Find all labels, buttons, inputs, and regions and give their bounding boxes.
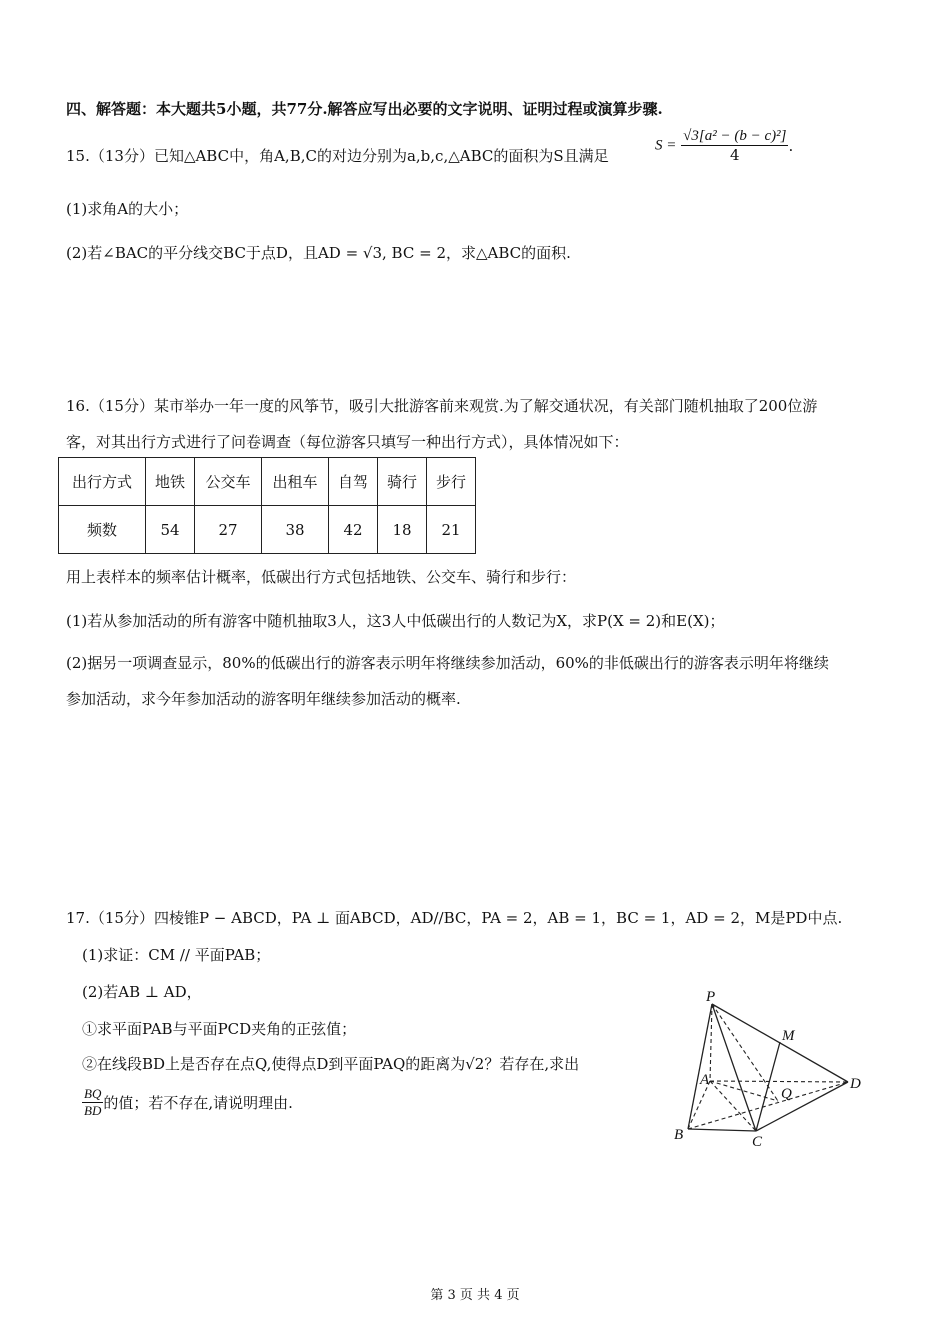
table-cell: 21 <box>427 506 476 554</box>
q15-part1: (1)求角A的大小； <box>66 200 189 218</box>
page-footer: 第 3 页 共 4 页 <box>430 1288 520 1303</box>
table-cell: 出租车 <box>262 458 329 506</box>
table-cell: 自驾 <box>329 458 378 506</box>
q17-part1: (1)求证：CM // 平面PAB； <box>82 946 271 964</box>
segment-PQ <box>712 1004 778 1101</box>
label-P: P <box>706 989 716 1005</box>
q15-stem-prefix: 15.（13分）已知△ABC中，角A,B,C的对边分别为a,b,c,△ABC的面积为S且满足 <box>66 147 609 165</box>
q17-stem: 17.（15分）四棱锥P − ABCD，PA ⊥ 面ABCD，AD//BC，PA = 2，AB = 1，BC = 1，AD = 2，M是PD中点. <box>66 909 843 927</box>
edge-AD <box>710 1081 848 1082</box>
q17-sub1: ①求平面PAB与平面PCD夹角的正弦值； <box>82 1020 357 1038</box>
table-cell: 步行 <box>427 458 476 506</box>
table-row <box>59 506 476 554</box>
q15-formula-lhs: S = <box>655 137 677 154</box>
q15-part2: (2)若∠BAC的平分线交BC于点D，且AD = √3, BC = 2，求△ABC的面积. <box>66 244 571 262</box>
table-cell: 38 <box>262 506 329 554</box>
label-C: C <box>752 1134 763 1148</box>
table-cell: 27 <box>195 506 262 554</box>
q15-formula-denominator: 4 <box>730 146 740 164</box>
q16-note: 用上表样本的频率估计概率，低碳出行方式包括地铁、公交车、骑行和步行： <box>66 568 577 586</box>
q15-formula-numerator: √3[a² − (b − c)²] <box>683 128 787 144</box>
edge-BC <box>688 1129 756 1131</box>
table-cell: 出行方式 <box>59 458 146 506</box>
q17-ratio-denominator: BD <box>84 1103 102 1118</box>
label-B: B <box>674 1127 684 1143</box>
table-cell: 地铁 <box>146 458 195 506</box>
table-cell: 骑行 <box>378 458 427 506</box>
label-Q: Q <box>781 1086 792 1102</box>
q17-ratio-numerator: BQ <box>84 1086 102 1101</box>
q16-part2-line1: (2)据另一项调查显示，80%的低碳出行的游客表示明年将继续参加活动，60%的非低碳出行的游客表示明年将继续 <box>66 654 829 672</box>
segment-AC <box>710 1081 756 1131</box>
q16-part1: (1)若从参加活动的所有游客中随机抽取3人，这3人中低碳出行的人数记为X，求P(X = 2)和E(X)； <box>66 612 725 630</box>
q16-stem-line2: 客，对其出行方式进行了问卷调查（每位游客只填写一种出行方式），具体情况如下： <box>66 433 629 451</box>
label-D: D <box>850 1076 861 1092</box>
q15-stem <box>66 145 609 166</box>
table-cell: 公交车 <box>195 458 262 506</box>
q17-sub2-rest: 的值；若不存在,请说明理由. <box>103 1094 293 1112</box>
table-cell: 频数 <box>59 506 146 554</box>
q15-formula-end: . <box>788 137 794 155</box>
table-row <box>59 458 476 506</box>
q17-ratio-fraction <box>82 1086 103 1119</box>
q17-sub2-line2 <box>82 1086 293 1119</box>
label-M: M <box>782 1028 795 1044</box>
table-cell: 54 <box>146 506 195 554</box>
segment-BD <box>688 1082 848 1129</box>
section-heading: 四、解答题：本大题共5小题，共77分.解答应写出必要的文字说明、证明过程或演算步骤. <box>66 100 663 118</box>
q15-formula-fraction <box>681 128 788 164</box>
table-cell: 18 <box>378 506 427 554</box>
label-A: A <box>700 1072 710 1088</box>
q16-part2-line2: 参加活动，求今年参加活动的游客明年继续参加活动的概率. <box>66 690 461 708</box>
travel-mode-table <box>58 457 476 554</box>
edge-PB <box>688 1004 712 1129</box>
edge-AB <box>688 1081 710 1129</box>
edge-CD <box>756 1082 848 1131</box>
q17-sub2-line1: ②在线段BD上是否存在点Q,使得点D到平面PAQ的距离为√2？若存在,求出 <box>82 1055 580 1073</box>
q16-stem-line1: 16.（15分）某市举办一年一度的风筝节，吸引大批游客前来观赏.为了解交通状况，有关部门随机抽取了200位游 <box>66 397 818 415</box>
q15-formula <box>655 128 793 164</box>
table-cell: 42 <box>329 506 378 554</box>
edge-PC <box>712 1004 756 1131</box>
q17-part2: (2)若AB ⊥ AD， <box>82 983 202 1001</box>
pyramid-figure <box>664 988 874 1148</box>
